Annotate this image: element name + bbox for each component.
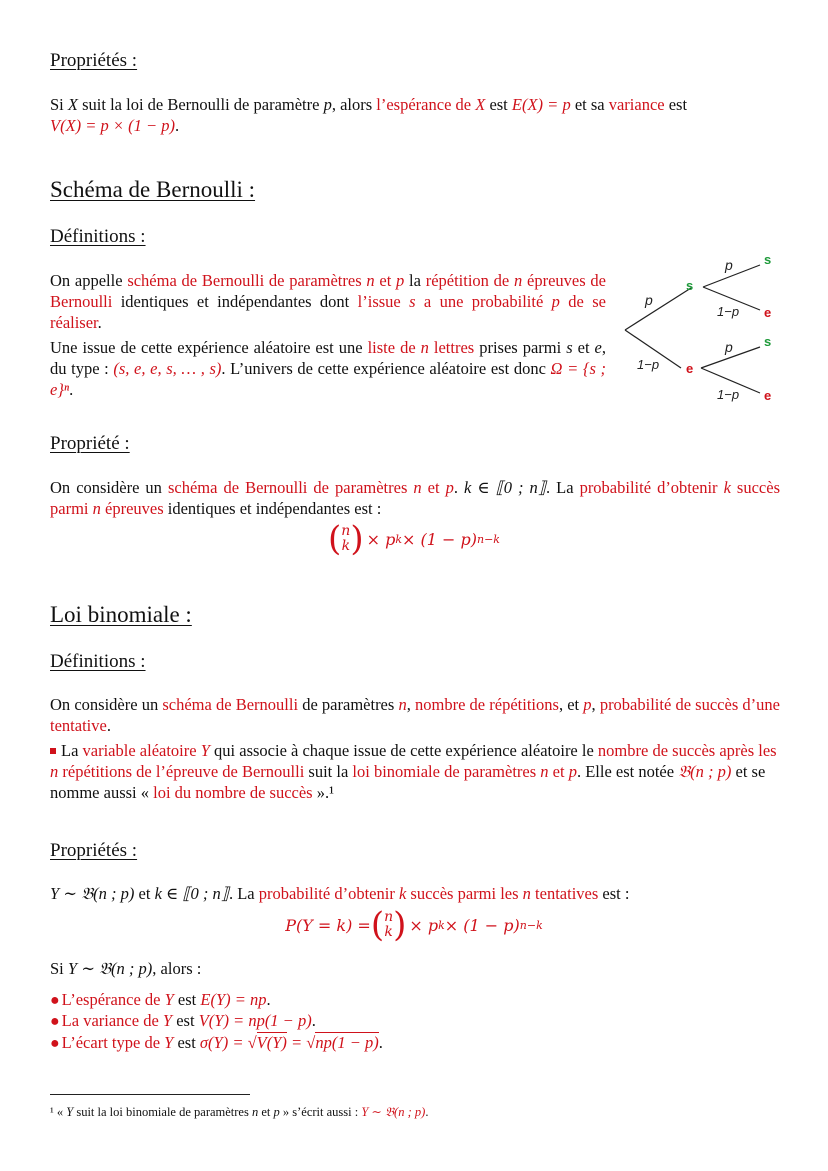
text-run: loi binomiale de paramètres	[352, 762, 541, 781]
text-run: » s’écrit aussi :	[279, 1105, 362, 1119]
text: P(Y = k) =	[285, 915, 371, 935]
text: l’espérance de	[376, 95, 476, 114]
text-run: On appelle	[50, 271, 128, 290]
text-run: Une issue de cette expérience aléatoire est une	[50, 338, 368, 357]
text-run: n	[540, 762, 549, 781]
text-run: et	[374, 271, 397, 290]
prob-label: 1−p	[717, 304, 740, 319]
prob-label: p	[725, 257, 733, 273]
footnote-separator	[50, 1094, 250, 1095]
text-run: identiques et indépendantes est :	[163, 499, 382, 518]
properties-title: Propriétés :	[50, 840, 138, 861]
text: est	[664, 95, 688, 114]
variance-formula: V(X) = p × (1 − p)	[50, 116, 176, 135]
text: .	[311, 1011, 316, 1030]
text-run: Y	[200, 741, 210, 760]
text: × (1 − p)	[444, 915, 520, 935]
text-run: Y ∼ 𝔅(n ; p)	[361, 1105, 426, 1119]
text-run: l’issue	[357, 292, 410, 311]
text-run: loi du nombre de succès	[153, 783, 313, 802]
var-x: X	[475, 95, 486, 114]
binomial-coefficient	[341, 524, 350, 554]
text-run: Y	[66, 1105, 74, 1119]
var-p: p	[323, 95, 332, 114]
if-y-binomial	[50, 958, 780, 979]
text-run: est :	[598, 884, 630, 903]
binom-n: n	[341, 523, 351, 539]
branch	[625, 288, 691, 330]
text: k	[395, 532, 402, 546]
text-run: schéma de Bernoulli de paramètres	[127, 271, 367, 290]
binom-k: k	[341, 538, 351, 554]
variance-item	[50, 1010, 780, 1032]
node-s: s	[686, 278, 694, 293]
text-run: répétition de	[425, 271, 515, 290]
text-run: k ∈ ⟦0 ; n⟧	[154, 884, 229, 903]
text-run: prises parmi	[474, 338, 567, 357]
text: L’écart type de	[61, 1033, 165, 1052]
binomial-formula	[0, 905, 828, 945]
text-run: n	[366, 271, 375, 290]
text-run: On considère un	[50, 695, 163, 714]
square-bullet-icon	[50, 748, 56, 754]
text-run: nombre de succès après les	[597, 741, 777, 760]
text-run: probabilité d’obtenir	[258, 884, 399, 903]
text-run: . La	[228, 884, 259, 903]
text-run: n	[398, 695, 407, 714]
paren: (	[328, 519, 342, 559]
text-run: identiques et indépendantes dont	[112, 292, 358, 311]
prob-label: 1−p	[637, 357, 660, 372]
text-run: suit la loi binomiale de paramètres	[73, 1105, 252, 1119]
text-run: et se nomme aussi «	[50, 762, 766, 802]
text: E(Y) = np	[200, 990, 267, 1009]
text-run: s	[409, 292, 416, 311]
text-run: probabilité d’obtenir	[579, 478, 724, 497]
text: .	[175, 116, 180, 135]
binomial-coefficient	[384, 910, 393, 940]
text-run: La	[61, 741, 83, 760]
universe-definition	[50, 337, 606, 400]
text-run: ⁿ	[63, 380, 70, 399]
text: est	[173, 1033, 200, 1052]
text-run: variable aléatoire	[82, 741, 201, 760]
text: n−k	[519, 918, 543, 932]
text-run: et	[548, 762, 569, 781]
text-run: . La	[545, 478, 580, 497]
text: k	[438, 918, 445, 932]
text-run: .	[97, 313, 102, 332]
definitions-title: Définitions :	[50, 226, 146, 247]
bullet-text	[50, 741, 777, 802]
bernoulli-formula	[0, 519, 828, 559]
binomial-definition-bullet	[50, 740, 780, 803]
text: Si	[50, 95, 68, 114]
text-run: ».¹	[312, 783, 335, 802]
text: = √	[286, 1033, 316, 1052]
text-run: succès parmi	[50, 478, 780, 518]
text: Y	[162, 1011, 173, 1030]
text-run: p	[273, 1105, 280, 1119]
paren: )	[350, 519, 364, 559]
text-run: nombre de répétitions	[415, 695, 559, 714]
text: × p	[409, 915, 439, 935]
text-run: e	[594, 338, 602, 357]
text-run: suit la	[304, 762, 353, 781]
leaf-e: e	[764, 388, 772, 403]
text-run: , alors :	[152, 959, 202, 978]
text: suit la loi de Bernoulli de paramètre	[77, 95, 324, 114]
text-run: Si	[50, 959, 68, 978]
leaf-s: s	[764, 252, 772, 267]
text-run: p	[445, 478, 454, 497]
text-run: Y ∼ 𝔅(n ; p)	[50, 884, 135, 903]
text-run: n	[251, 1105, 259, 1119]
text-run: k ∈ ⟦0 ; n⟧	[464, 478, 546, 497]
text-run: .	[106, 716, 111, 735]
text-run: schéma de Bernoulli de paramètres	[167, 478, 414, 497]
text-run: n	[522, 884, 531, 903]
text-run: k	[398, 884, 407, 903]
text: np(1 − p)	[315, 1033, 379, 1052]
binom-n: n	[384, 909, 394, 925]
text-run: . Elle est notée	[576, 762, 679, 781]
bullet-dot-icon: ●	[50, 1035, 60, 1052]
expectation-variance-paragraph	[50, 94, 780, 136]
text-run: k	[723, 478, 731, 497]
text: × p	[366, 529, 396, 549]
text-run: .	[453, 478, 465, 497]
bullet-dot-icon: ●	[50, 1013, 60, 1030]
binomial-context-paragraph	[50, 694, 780, 736]
text-run: probabilité de succès d’une tentative	[50, 695, 780, 735]
probability-tree	[615, 245, 795, 410]
text-run: et	[258, 1105, 274, 1119]
text: et sa	[570, 95, 609, 114]
text: σ(Y) = √	[199, 1033, 257, 1052]
text-run: ,	[591, 695, 600, 714]
text-run: On considère un	[50, 478, 168, 497]
text-run: p	[583, 695, 592, 714]
text: × (1 − p)	[402, 529, 477, 549]
expectation-item	[50, 989, 780, 1011]
text-run: p	[568, 762, 577, 781]
text-run: 𝔅(n ; p)	[678, 762, 732, 781]
binomial-probability-paragraph	[50, 883, 780, 904]
property-title: Propriété :	[50, 433, 130, 454]
prob-label: p	[725, 339, 733, 355]
leaf-e: e	[764, 305, 772, 320]
text: Y	[164, 1033, 174, 1052]
prob-label: p	[645, 292, 653, 308]
text-run: qui associe à chaque issue de cette expérience aléatoire le	[209, 741, 598, 760]
text: V(Y)	[256, 1033, 287, 1052]
text: variance	[608, 95, 665, 114]
text-run: et	[421, 478, 446, 497]
text-run: .	[69, 380, 74, 399]
text-run: .	[425, 1105, 429, 1119]
text: La variance de	[61, 1011, 163, 1030]
text: est	[172, 1011, 199, 1030]
text: , alors	[331, 95, 377, 114]
text-run: , et	[558, 695, 584, 714]
text-run: succès parmi les	[406, 884, 523, 903]
text-run: tentatives	[530, 884, 599, 903]
text: L’espérance de	[61, 990, 165, 1009]
text-run: ¹ «	[50, 1105, 67, 1119]
text: est	[173, 990, 201, 1009]
paren: (	[370, 905, 385, 945]
text-run: ,	[406, 695, 415, 714]
leaf-s: s	[764, 334, 772, 349]
heading-binomial-law: Loi binomiale :	[50, 602, 192, 627]
text-run: . L’univers de cette expérience aléatoire est donc	[221, 359, 551, 378]
paren: )	[393, 905, 407, 945]
text-run: répétitions de l’épreuve de Bernoulli	[58, 762, 305, 781]
text: n−k	[476, 532, 500, 546]
text-run: n	[50, 762, 59, 781]
text: est	[485, 95, 512, 114]
text-run: épreuves de Bernoulli	[50, 271, 606, 311]
text-run: p	[551, 292, 560, 311]
text-run: , du type :	[50, 338, 606, 378]
text-run: épreuves	[100, 499, 164, 518]
text: .	[378, 1033, 383, 1052]
text: Y	[164, 990, 174, 1009]
text-run: la	[404, 271, 426, 290]
heading-bernoulli-scheme: Schéma de Bernoulli :	[50, 177, 256, 202]
text-run: n	[420, 338, 429, 357]
text-run: de paramètres	[298, 695, 399, 714]
prob-label: 1−p	[717, 387, 740, 402]
text-run: schéma de Bernoulli	[162, 695, 299, 714]
text-run: n	[92, 499, 101, 518]
definitions-title: Définitions :	[50, 651, 146, 672]
text-run: Y ∼ 𝔅(n ; p)	[67, 959, 153, 978]
section-title-properties: Propriétés :	[50, 50, 138, 71]
text-run: (s, e, e, s, … , s)	[113, 359, 222, 378]
text-run: n	[514, 271, 523, 290]
footnote	[50, 1104, 780, 1120]
binom-k: k	[384, 924, 393, 940]
text-run: s	[566, 338, 573, 357]
var-x: X	[67, 95, 78, 114]
text-run: p	[396, 271, 405, 290]
text-run: lettres	[428, 338, 475, 357]
bullet-dot-icon: ●	[50, 992, 60, 1009]
bernoulli-scheme-definition	[50, 270, 606, 333]
text-run: et	[134, 884, 155, 903]
text: .	[266, 990, 271, 1009]
text-run: liste de	[367, 338, 421, 357]
std-dev-item	[50, 1032, 780, 1054]
text-run: de se réaliser	[50, 292, 606, 332]
text: V(Y) = np(1 − p)	[198, 1011, 312, 1030]
text-run: n	[413, 478, 422, 497]
text-run: a une probabilité	[415, 292, 552, 311]
expectation-formula: E(X) = p	[511, 95, 571, 114]
node-e: e	[686, 361, 694, 376]
bernoulli-probability-paragraph	[50, 477, 780, 519]
text-run: et	[572, 338, 595, 357]
text-run: Ω = {s ; e}	[50, 359, 606, 399]
